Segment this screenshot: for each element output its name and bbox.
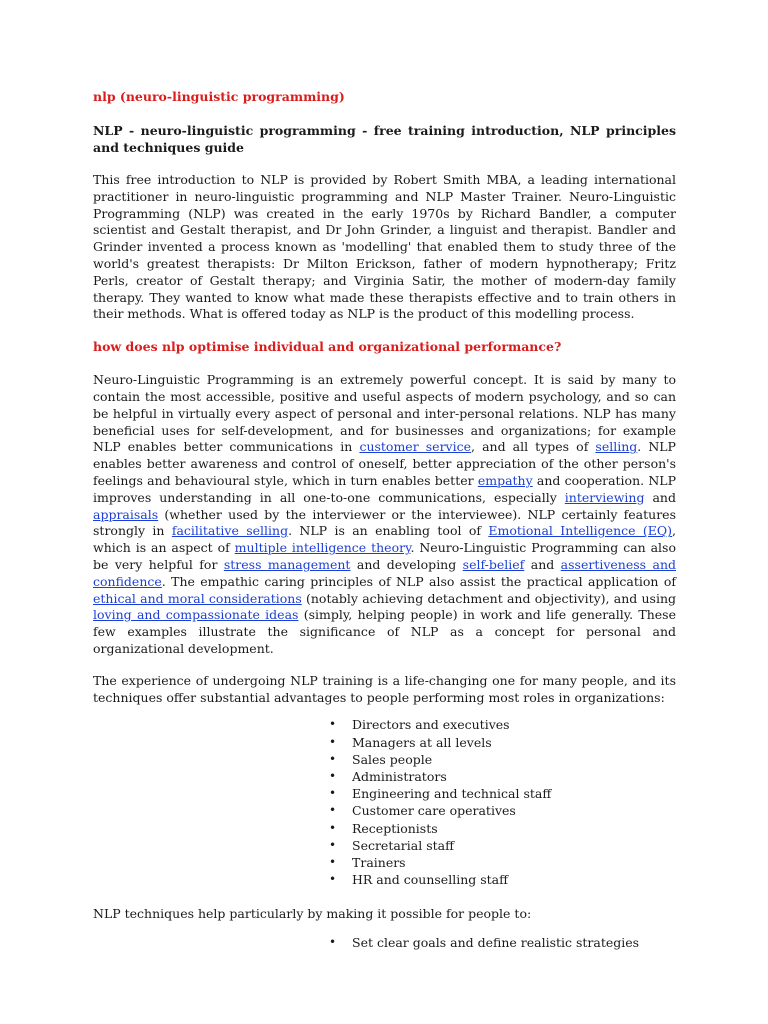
list-item: • Receptionists	[329, 820, 676, 837]
list-item: • Managers at all levels	[329, 734, 676, 751]
link-self-belief[interactable]: self-belief	[462, 556, 525, 572]
link-loving-ideas[interactable]: loving and compassionate ideas	[93, 607, 299, 623]
link-stress-management[interactable]: stress management	[223, 556, 351, 572]
text: and	[524, 556, 561, 572]
text: , which is an aspect of	[93, 523, 676, 556]
text: (simply, helping people) in work and life generally. These few examples illustrate the significance of NLP as a concept for personal and organizational development.	[93, 607, 676, 656]
list-item: • Customer care operatives	[329, 802, 676, 819]
link-interviewing[interactable]: interviewing	[564, 489, 645, 505]
text: . Neuro-Linguistic Programming can also be very helpful for	[93, 540, 676, 572]
text: (whether used by the interviewer or the interviewee). NLP certainly features strongly in	[93, 506, 676, 539]
list-item: • Engineering and technical staff	[329, 785, 676, 802]
performance-paragraph	[93, 372, 676, 658]
list-item: • Trainers	[329, 854, 676, 871]
text: Neuro-Linguistic Programming is an extremely powerful concept. It is said by many to contain the most accessible, positive and useful aspects of modern psychology, and so can be helpful in virtually every aspect of personal and inter-personal relations. NLP has many beneficial uses for self-development, and for businesses and organizations; for example NLP enables better communications in	[93, 372, 676, 455]
list-item: • Sales people	[329, 751, 676, 768]
link-multiple-intelligence[interactable]: multiple intelligence theory	[234, 540, 411, 556]
section-heading-performance: how does nlp optimise individual and organizational performance?	[93, 339, 562, 355]
training-paragraph: The experience of undergoing NLP training is a life-changing one for many people, and its techniques offer substantial advantages to people performing most roles in organizations:	[93, 672, 676, 705]
list-item: • Set clear goals and define realistic strategies	[329, 934, 676, 951]
section-heading-nlp: nlp (neuro-linguistic programming)	[93, 89, 345, 104]
techniques-paragraph: NLP techniques help particularly by making it possible for people to:	[93, 906, 532, 922]
link-assertiveness[interactable]: assertiveness and confidence	[93, 556, 677, 589]
link-ethical-considerations[interactable]: ethical and moral considerations	[93, 590, 302, 606]
link-selling[interactable]: selling	[595, 439, 638, 455]
list-item: • Directors and executives	[329, 716, 676, 733]
text: , and all types of	[471, 439, 596, 455]
text: and cooperation. NLP improves understanding in all one-to-one communications, especially	[93, 472, 676, 505]
link-facilitative-selling[interactable]: facilitative selling	[171, 523, 289, 539]
text: and	[644, 489, 676, 505]
link-emotional-intelligence[interactable]: Emotional Intelligence (EQ)	[488, 523, 673, 539]
text: . NLP enables better awareness and control of oneself, better appreciation of the other person's feelings and behavioural style, which in turn enables better	[93, 439, 676, 488]
list-item: • Administrators	[329, 768, 676, 785]
link-customer-service[interactable]: customer service	[359, 439, 472, 455]
text: . The empathic caring principles of NLP also assist the practical application of	[161, 573, 676, 589]
roles-list	[329, 716, 676, 888]
link-appraisals[interactable]: appraisals	[93, 506, 159, 522]
link-empathy[interactable]: empathy	[477, 472, 533, 488]
list-item: • Secretarial staff	[329, 837, 676, 854]
text: and developing	[350, 556, 463, 572]
document-page	[93, 88, 676, 951]
abilities-list	[329, 934, 676, 951]
text: . NLP is an enabling tool of	[288, 523, 489, 539]
intro-paragraph: This free introduction to NLP is provided by Robert Smith MBA, a leading international practitioner in neuro-linguistic programming and NLP Master Trainer. Neuro-Linguistic Programming (NLP) was created in the early 1970s by Richard Bandler, a computer scientist and Gestalt therapist, and Dr John Grinder, a linguist and therapist. Bandler and Grinder invented a process known as 'modelling' that enabled them to study three of the world's greatest therapists: Dr Milton Erickson, father of modern hypnotherapy; Fritz Perls, creator of Gestalt therapy; and Virginia Satir, the mother of modern-day family therapy. They wanted to know what made these therapists effective and to train others in their methods. What is offered today as NLP is the product of this modelling process.	[93, 172, 676, 322]
page-title: NLP - neuro-linguistic programming - free training introduction, NLP principles and techniques guide	[93, 123, 676, 155]
text: (notably achieving detachment and objectivity), and using	[301, 590, 676, 606]
list-item: • HR and counselling staff	[329, 871, 676, 888]
